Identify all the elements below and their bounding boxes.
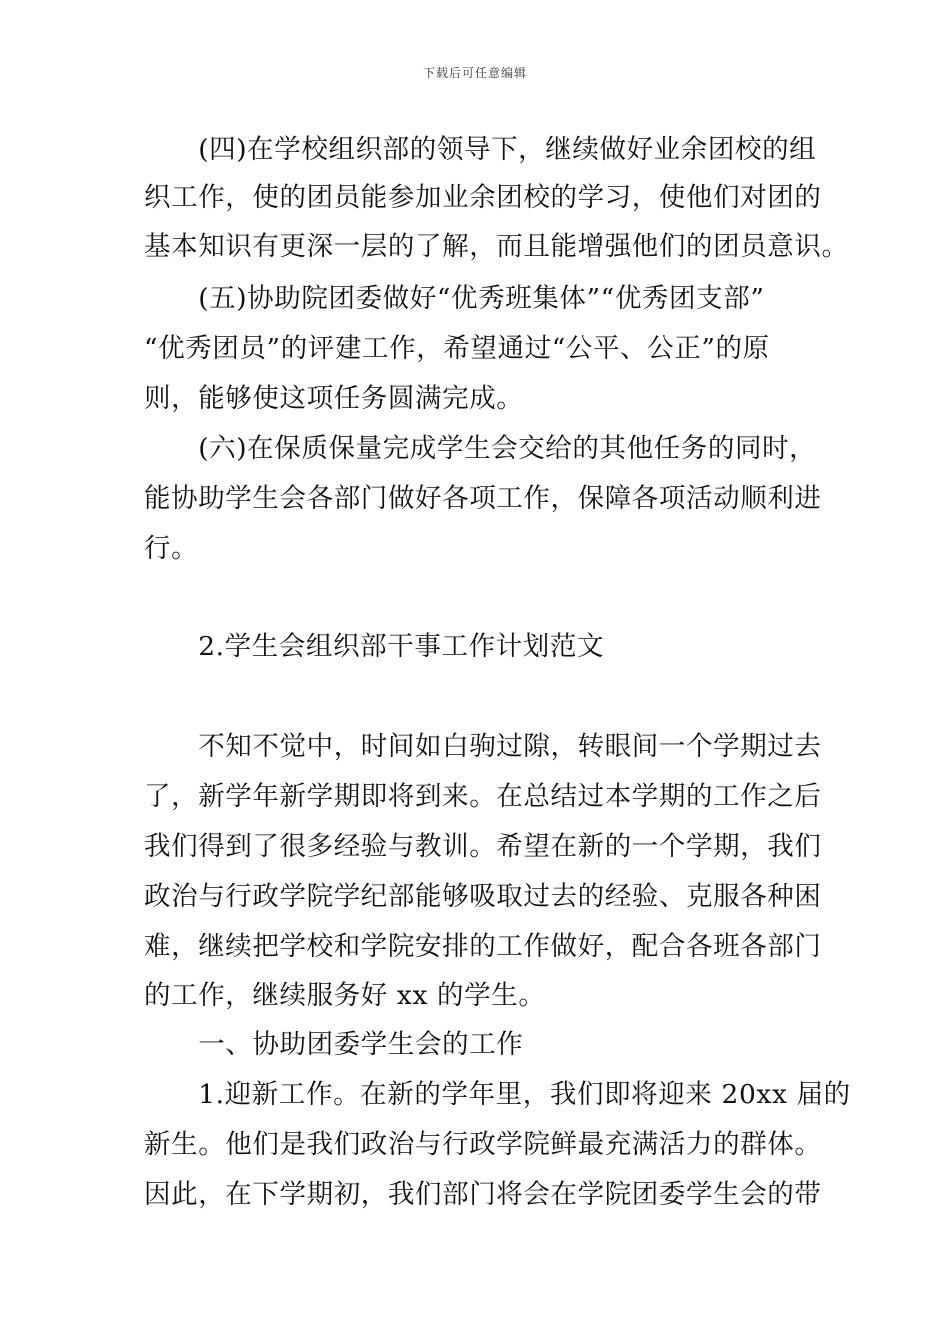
item-1-line-1: 1.迎新工作。在新的学年里，我们即将迎来 20xx 届的 — [144, 1079, 851, 1110]
section-heading: 2.学生会组织部干事工作计划范文 — [144, 631, 605, 662]
intro-line-2: 了，新学年新学期即将到来。在总结过本学期的工作之后 — [144, 781, 822, 812]
paragraph-4-line-1: (四)在学校组织部的领导下，继续做好业余团校的组 — [144, 134, 817, 165]
paragraph-5-line-1: (五)协助院团委做好“优秀班集体”“优秀团支部” — [144, 283, 765, 314]
paragraph-6-line-3: 行。 — [144, 533, 199, 564]
paragraph-4-line-2: 织工作，使的团员能参加业余团校的学习，使他们对团的 — [144, 182, 822, 213]
paragraph-5-line-3: 则，能够使这项任务圆满完成。 — [144, 383, 524, 414]
intro-line-4: 政治与行政学院学纪部能够吸取过去的经验、克服各种困 — [144, 881, 822, 912]
subheading-1: 一、协助团委学生会的工作 — [144, 1029, 524, 1060]
paragraph-6-line-1: (六)在保质保量完成学生会交给的其他任务的同时， — [144, 433, 817, 464]
paragraph-4-line-3: 基本知识有更深一层的了解，而且能增强他们的团员意识。 — [144, 231, 849, 262]
paragraph-6-line-2: 能协助学生会各部门做好各项工作，保障各项活动顺利进 — [144, 483, 822, 514]
intro-line-6: 的工作，继续服务好 xx 的学生。 — [144, 980, 546, 1011]
paragraph-5-line-2: “优秀团员”的评建工作，希望通过“公平、公正”的原 — [144, 333, 770, 364]
page-header: 下载后可任意编辑 — [422, 66, 527, 80]
item-1-line-3: 因此，在下学期初，我们部门将会在学院团委学生会的带 — [144, 1179, 822, 1210]
intro-line-3: 我们得到了很多经验与教训。希望在新的一个学期，我们 — [144, 831, 822, 862]
intro-line-1: 不知不觉中，时间如白驹过隙，转眼间一个学期过去 — [144, 731, 822, 762]
intro-line-5: 难，继续把学校和学院安排的工作做好，配合各班各部门 — [144, 931, 822, 962]
item-1-line-2: 新生。他们是我们政治与行政学院鲜最充满活力的群体。 — [144, 1129, 822, 1160]
